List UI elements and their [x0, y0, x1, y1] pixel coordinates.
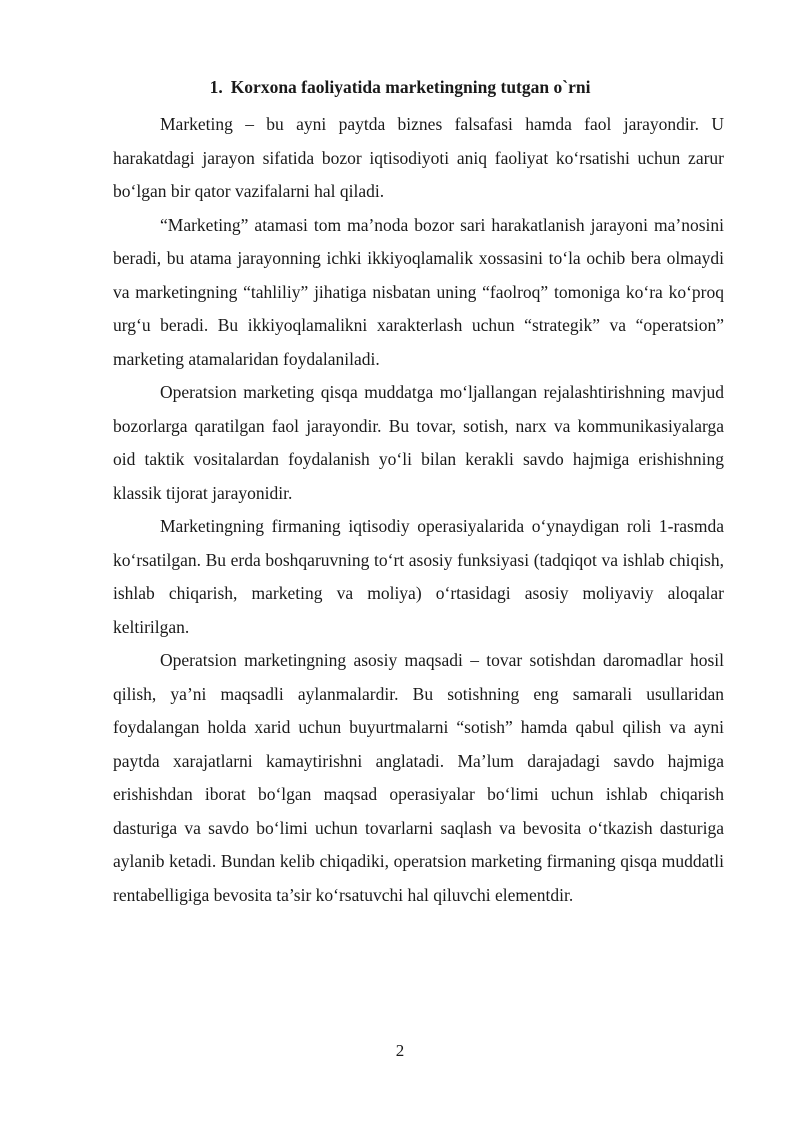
paragraph-2: “Marketing” atamasi tom ma’noda bozor sari harakatlanish jarayoni ma’nosini beradi, bu atama jarayonning ichki ikkiyoqlamalik xossasini to‘la ochib bera olmaydi va marketingning “tahliliy” jihatiga nisbatan uning “faolroq” tomoniga ko‘ra ko‘proq urg‘u beradi. Bu ikkiyoqlamalikni xarakterlash uchun “strategik” va “operatsion” marketing atamalaridan foydalaniladi.: [113, 214, 724, 369]
paragraph-3: Operatsion marketing qisqa muddatga mo‘ljallangan rejalashtirishning mavjud bozorlarga qaratilgan faol jarayondir. Bu tovar, sotish, narx va kommunikasiyalarga oid taktik vositalardan foydalanish yo‘li bilan kerakli savdo hajmiga erishishning klassik tijorat jarayonidir.: [113, 382, 724, 503]
section-heading: [0, 76, 800, 98]
section-title: Korxona faoliyatida marketingning tutgan o`rni: [230, 77, 591, 97]
body-text: [113, 108, 724, 912]
paragraph-4: Marketingning firmaning iqtisodiy operasiyalarida o‘ynaydigan roli 1-rasmda ko‘rsatilgan. Bu erda boshqaruvning to‘rt asosiy funksiyasi (tadqiqot va ishlab chiqish, ishlab chiqarish, marketing va moliya) o‘rtasidagi asosiy moliyaviy aloqalar keltirilgan.: [113, 516, 724, 637]
page-number: 2: [395, 1041, 405, 1060]
paragraph-1: Marketing – bu ayni paytda biznes falsafasi hamda faol jarayondir. U harakatdagi jarayon sifatida bozor iqtisodiyoti aniq faoliyat ko‘rsatishi uchun zarur bo‘lgan bir qator vazifalarni hal qiladi.: [113, 114, 724, 201]
paragraph-5: Operatsion marketingning asosiy maqsadi – tovar sotishdan daromadlar hosil qilish, ya’ni maqsadli aylanmalardir. Bu sotishning eng samarali usullaridan foydalangan holda xarid uchun buyurtmalarni “sotish” hamda qabul qilish va ayni paytda xarajatlarni kamaytirishni anglatadi. Ma’lum darajadagi savdo hajmiga erishishdan iborat bo‘lgan maqsad operasiyalar bo‘limi uchun ishlab chiqarish dasturiga va savdo bo‘limi uchun tovarlarni saqlash va bevosita o‘tkazish dasturiga aylanib ketadi. Bundan kelib chiqadiki, operatsion marketing firmaning qisqa muddatli rentabelligiga bevosita ta’sir ko‘rsatuvchi hal qiluvchi elementdir.: [113, 650, 724, 905]
section-number: 1.: [209, 77, 223, 97]
